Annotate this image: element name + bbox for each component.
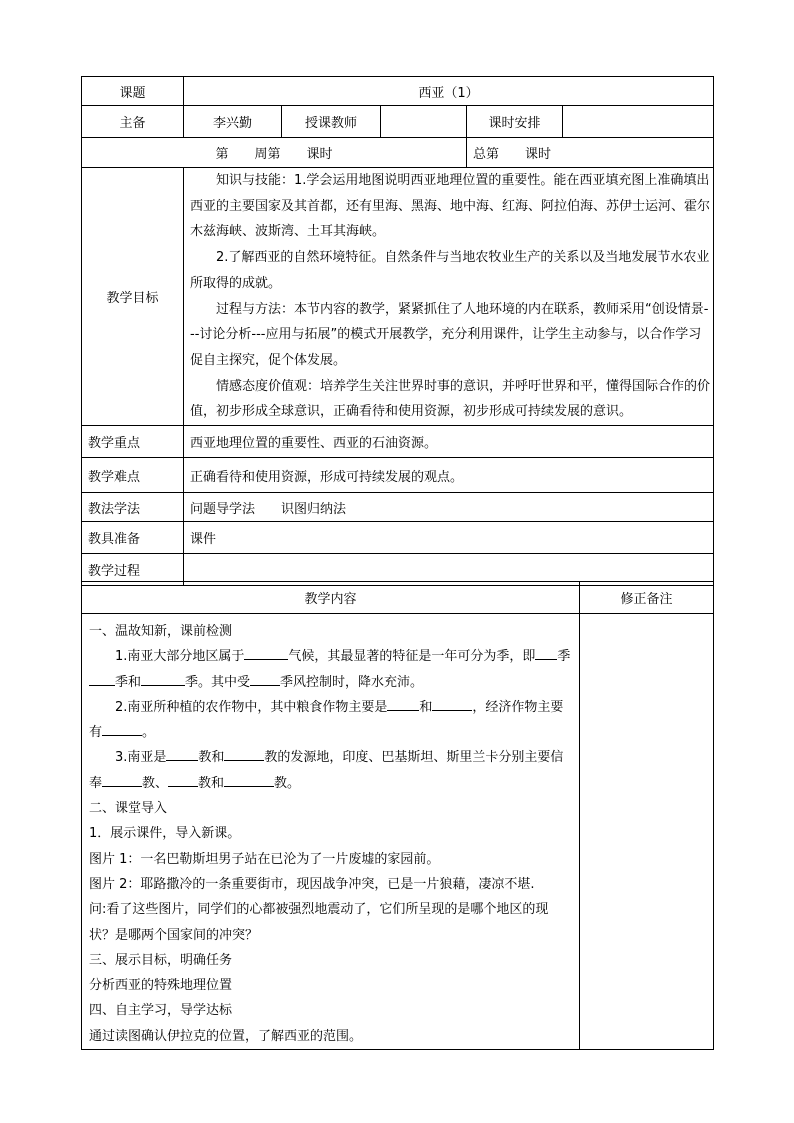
objective-process: 过程与方法：本节内容的教学，紧紧抓住了人地环境的内在联系，教师采用“创设情景---讨论分析---应用与拓展”的模式开展教学，充分利用课件，让学生主动参与，以合作学习促自主探究，促个体发展。: [190, 301, 709, 368]
answer-blank[interactable]: [102, 723, 142, 736]
key-points-label: 教学重点: [82, 426, 184, 458]
picture-1-caption: 图片 1：一名巴勒斯坦男子站在已沦为了一片废墟的家园前。: [89, 851, 440, 867]
answer-blank[interactable]: [432, 698, 472, 711]
difficulties-label: 教学难点: [82, 458, 184, 493]
section-self-study: 四、自主学习，导学达标: [89, 1003, 233, 1019]
section-goals: 三、展示目标，明确任务: [89, 952, 233, 968]
lesson-info-table: [81, 76, 714, 586]
answer-blank[interactable]: [250, 673, 280, 686]
self-study-text: 通过读图确认伊拉克的位置，了解西亚的范围。: [89, 1028, 363, 1044]
goal-text: 分析西亚的特殊地理位置: [89, 978, 233, 994]
preparer-label: 主备: [82, 106, 184, 138]
question-3: 3.南亚是 教和 教的发源地，印度、巴基斯坦、斯里兰卡分别主要信奉 教、 教和 教。: [89, 750, 564, 791]
answer-blank[interactable]: [141, 673, 185, 686]
schedule-label: 课时安排: [467, 106, 563, 138]
answer-blank[interactable]: [168, 774, 198, 787]
picture-2-caption: 图片 2：耶路撒冷的一条重要街市，现因战争冲突，已是一片狼藉，凄凉不堪.: [89, 876, 535, 892]
topic-value: 西亚（1）: [184, 77, 714, 106]
preparer-value: 李兴勤: [184, 106, 282, 138]
section-intro: 二、课堂导入: [89, 801, 168, 817]
answer-blank[interactable]: [89, 673, 115, 686]
content-header: 教学内容: [82, 582, 580, 614]
answer-blank[interactable]: [102, 774, 142, 787]
answer-blank[interactable]: [224, 748, 264, 761]
question-1: 1.南亚大部分地区属于 气候，其最显著的特征是一年可分为季，即 季季和 季。其中受 季风控制时，降水充沛。: [89, 644, 573, 695]
intro-question: 问:看了这些图片，同学们的心都被强烈地震动了，它们所呈现的是哪个地区的现状？是哪两个国家间的冲突？: [89, 902, 549, 943]
objective-environment: 2.了解西亚的自然环境特征。自然条件与当地农牧业生产的关系以及当地发展节水农业所取得的成就。: [190, 250, 710, 291]
teacher-label: 授课教师: [282, 106, 381, 138]
process-label: 教学过程: [82, 554, 184, 586]
difficulties-value: 正确看待和使用资源，形成可持续发展的观点。: [184, 458, 714, 493]
topic-label: 课题: [82, 77, 184, 106]
answer-blank[interactable]: [244, 647, 288, 660]
objective-knowledge: 知识与技能：1.学会运用地图说明西亚地理位置的重要性。能在西亚填充图上准确填出西亚的主要国家及其首都，还有里海、黑海、地中海、红海、阿拉伯海、苏伊士运河、霍尔木兹海峡、波斯湾、土耳其海峡。: [190, 173, 711, 240]
objectives-label: 教学目标: [82, 168, 184, 426]
answer-blank[interactable]: [535, 647, 557, 660]
objectives-content: [184, 168, 714, 426]
tools-label: 教具准备: [82, 522, 184, 554]
answer-blank[interactable]: [387, 698, 419, 711]
teacher-value: [381, 106, 467, 138]
total-lesson: 总第 课时: [467, 138, 714, 168]
answer-blank[interactable]: [224, 774, 274, 787]
week-lesson: 第 周第 课时: [82, 138, 467, 168]
schedule-value: [563, 106, 714, 138]
methods-value: 问题导学法 识图归纳法: [184, 493, 714, 522]
revision-notes: [580, 614, 714, 1050]
lesson-content-table: [81, 581, 714, 1050]
intro-step-1: 1．展示课件，导入新课。: [89, 826, 241, 842]
lesson-content: [82, 614, 580, 1050]
tools-value: 课件: [184, 522, 714, 554]
question-2: 2.南亚所种植的农作物中，其中粮食作物主要是 和 ，经济作物主要有 。: [89, 699, 564, 741]
objective-attitude: 情感态度价值观：培养学生关注世界时事的意识，并呼吁世界和平，懂得国际合作的价值，初步形成全球意识，正确看待和使用资源，初步形成可持续发展的意识。: [190, 378, 711, 420]
answer-blank[interactable]: [166, 748, 198, 761]
notes-header: 修正备注: [580, 582, 714, 614]
section-review: 一、温故知新，课前检测: [89, 624, 233, 639]
key-points-value: 西亚地理位置的重要性、西亚的石油资源。: [184, 426, 714, 458]
methods-label: 教法学法: [82, 493, 184, 522]
